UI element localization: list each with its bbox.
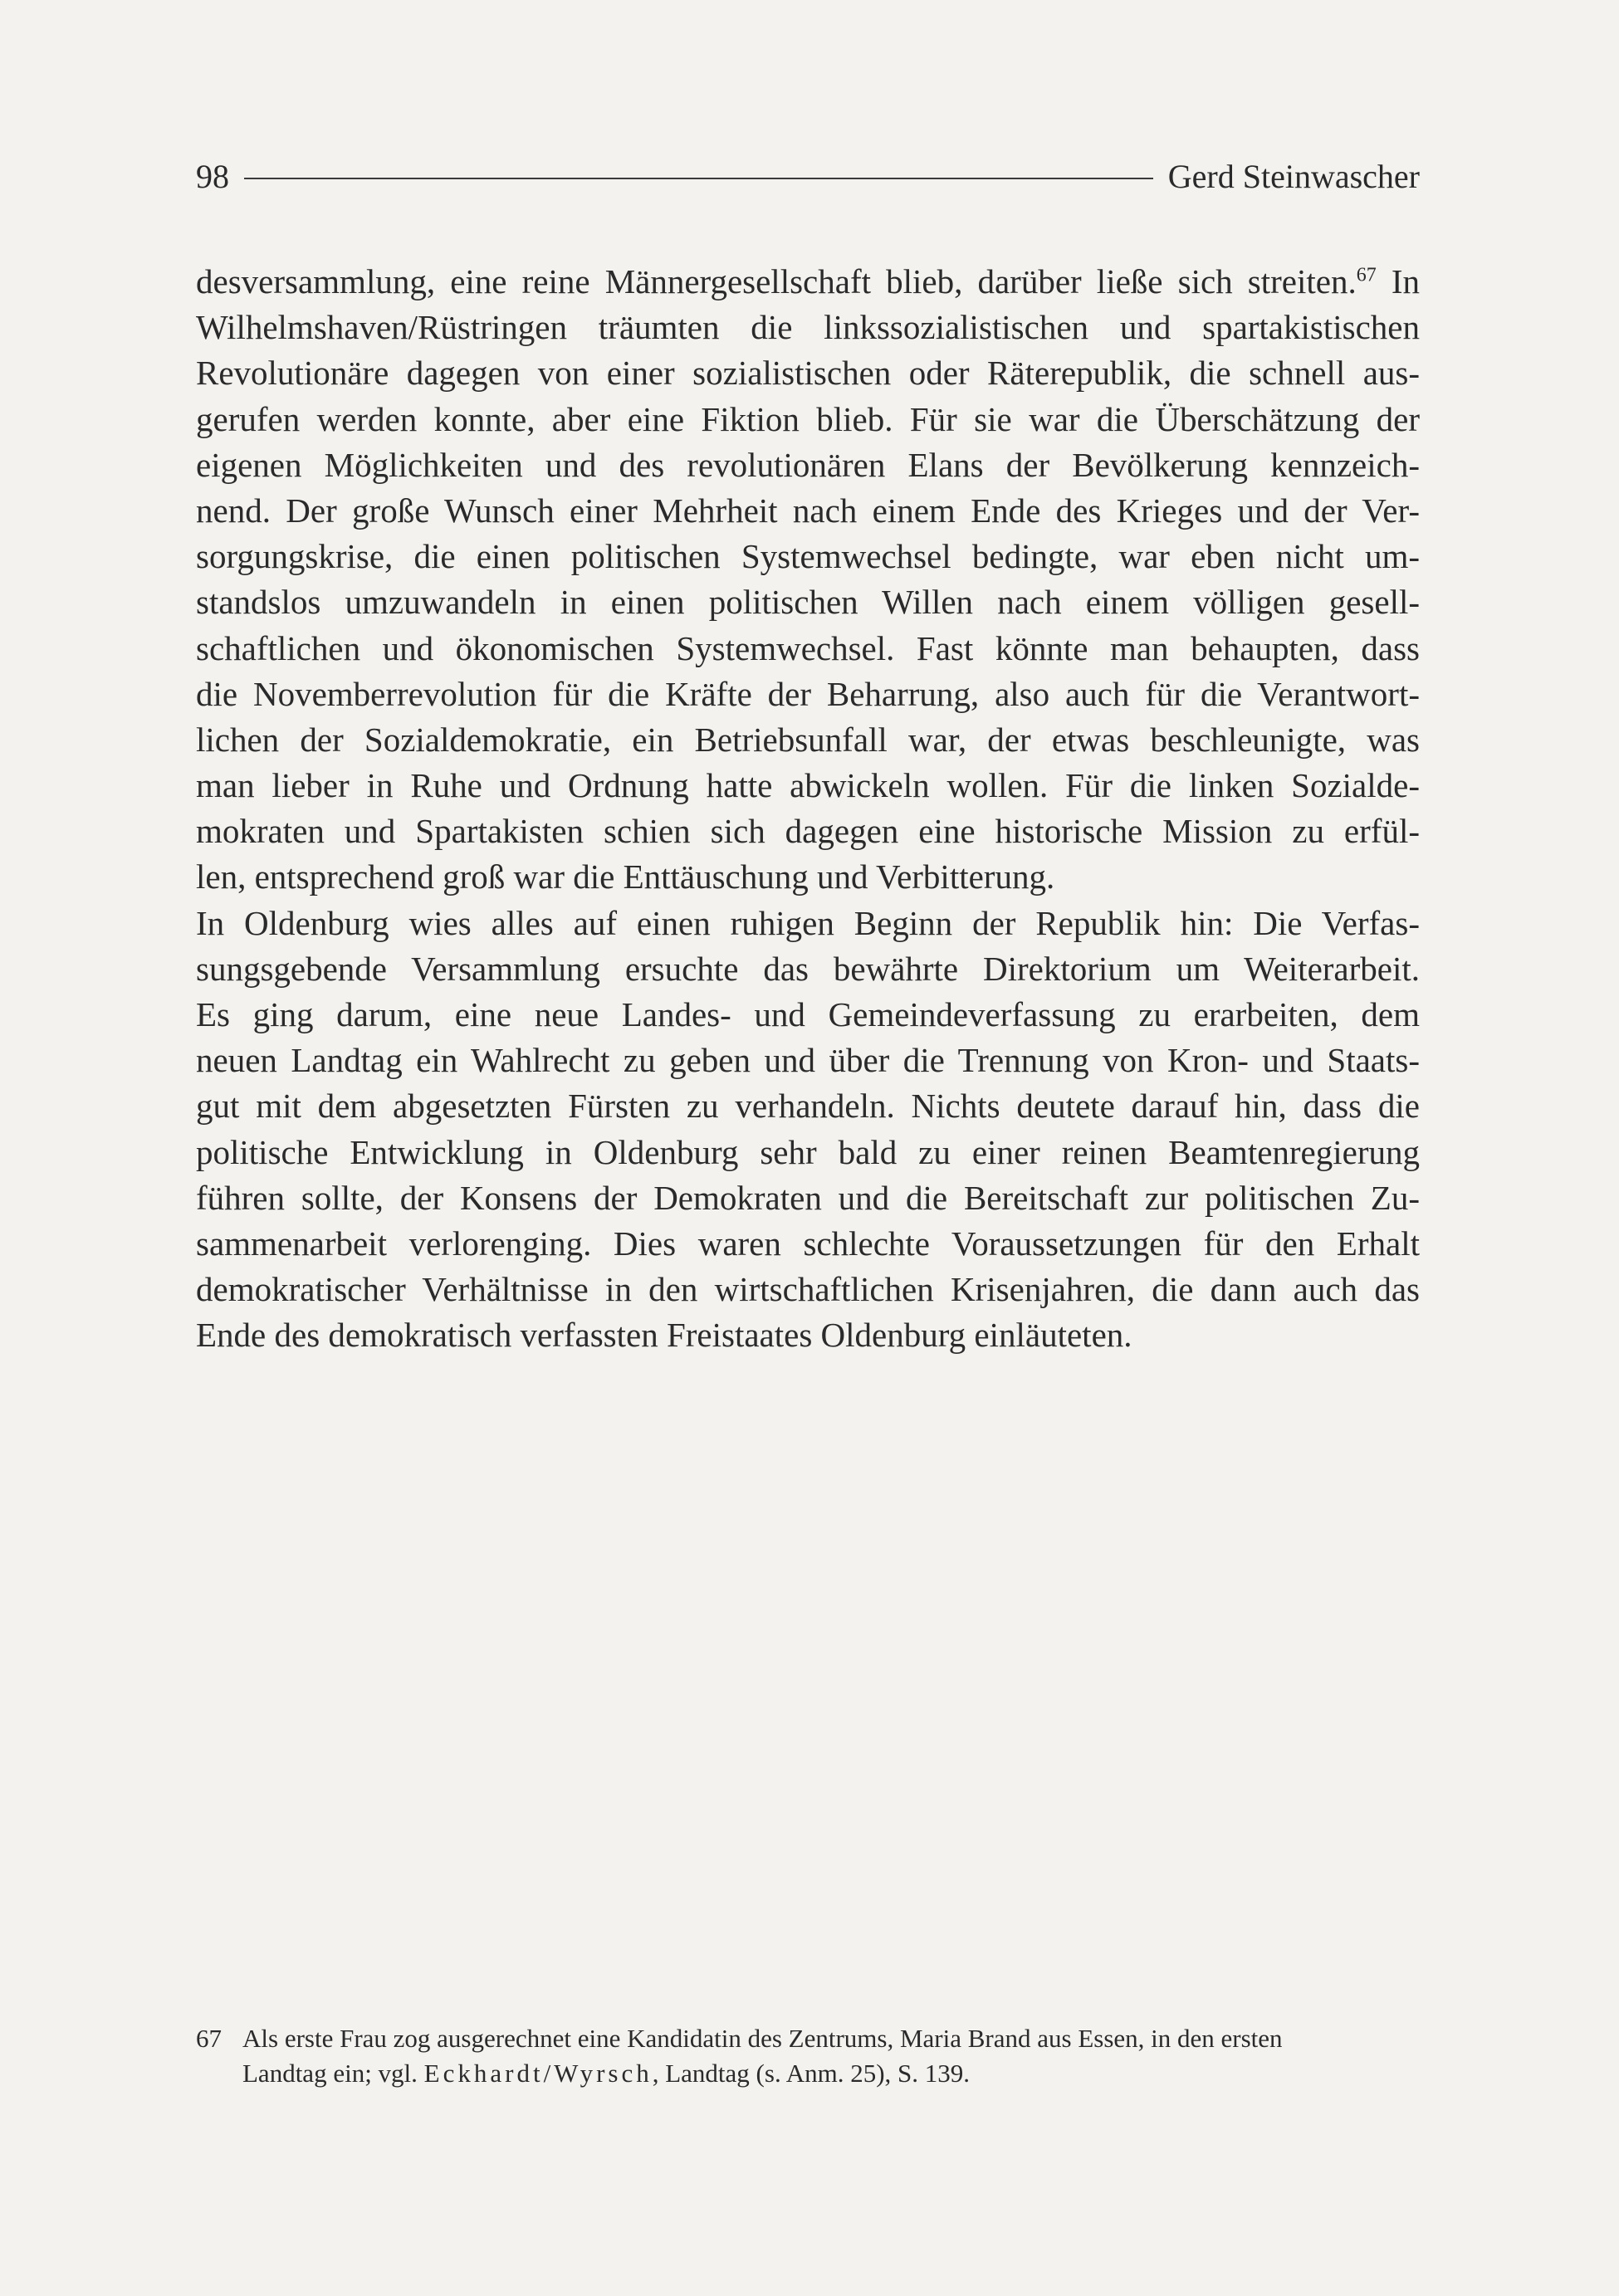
- text-line: Wilhelmshaven/Rüstringen träumten die linkssozialistischen und spartakistischen: [196, 308, 1420, 347]
- text-line: gerufen werden konnte, aber eine Fiktion blieb. Für sie war die Überschätzung der: [196, 399, 1420, 438]
- footnote-text: [242, 2021, 1420, 2091]
- text-line: sungsgebende Versammlung ersuchte das bewährte Direktorium um Weiterarbeit.: [196, 949, 1420, 988]
- footnote-line: Als erste Frau zog ausgerechnet eine Kandidatin des Zentrums, Maria Brand aus Essen, in den ersten: [242, 2024, 1283, 2053]
- running-head-author: Gerd Steinwascher: [1167, 157, 1420, 195]
- text-line: lichen der Sozialdemokratie, ein Betriebsunfall war, der etwas beschleunigte, was: [196, 720, 1420, 759]
- text-line: sorgungskrise, die einen politischen Systemwechsel bedingte, war eben nicht um-: [196, 537, 1420, 576]
- text-line: neuen Landtag ein Wahlrecht zu geben und über die Trennung von Kron- und Staats-: [196, 1041, 1420, 1080]
- page-number: 98: [196, 157, 229, 195]
- text-line: In Oldenburg wies alles auf einen ruhigen Beginn der Republik hin: Die Verfas-: [196, 903, 1420, 942]
- text-line: Revolutionäre dagegen von einer sozialistischen oder Räterepublik, die schnell aus-: [196, 354, 1420, 393]
- text-line: Ende des demokratisch verfassten Freistaates Oldenburg einläuteten.: [196, 1316, 1132, 1355]
- text-line: die Novemberrevolution für die Kräfte der Beharrung, also auch für die Verantwort-: [196, 674, 1420, 713]
- page-header: [196, 151, 1420, 201]
- footnote: [196, 2021, 1420, 2091]
- text-line: eigenen Möglichkeiten und des revolutionären Elans der Bevölkerung kennzeich-: [196, 445, 1420, 484]
- text-line: nend. Der große Wunsch einer Mehrheit nach einem Ende des Krieges und der Ver-: [196, 491, 1420, 530]
- text-line: standslos umzuwandeln in einen politischen Willen nach einem völligen gesell-: [196, 583, 1420, 622]
- body-text: [196, 259, 1420, 1359]
- text-line: sammenarbeit verlorenging. Dies waren schlechte Voraussetzungen für den Erhalt: [196, 1224, 1420, 1263]
- text-line: man lieber in Ruhe und Ordnung hatte abwickeln wollen. Für die linken Sozialde-: [196, 766, 1420, 805]
- cited-authors: Eckhardt/Wyrsch: [423, 2059, 653, 2088]
- text-line: Es ging darum, eine neue Landes- und Gemeindeverfassung zu erarbeiten, dem: [196, 995, 1420, 1033]
- footnote-line: Landtag ein; vgl. Eckhardt/Wyrsch, Landtag (s. Anm. 25), S. 139.: [242, 2059, 971, 2088]
- text-line: gut mit dem abgesetzten Fürsten zu verhandeln. Nichts deutete darauf hin, dass die: [196, 1087, 1420, 1126]
- footnote-number: 67: [196, 2024, 222, 2053]
- footnote-reference[interactable]: 67: [1356, 264, 1377, 286]
- text-line: demokratischer Verhältnisse in den wirtschaftlichen Krisenjahren, die dann auch das: [196, 1270, 1420, 1309]
- footnote-row: [196, 2021, 1420, 2091]
- text-line: politische Entwicklung in Oldenburg sehr bald zu einer reinen Beamtenregierung: [196, 1132, 1420, 1171]
- text-line: führen sollte, der Konsens der Demokraten und die Bereitschaft zur politischen Zu-: [196, 1178, 1420, 1217]
- text-line: len, entsprechend groß war die Enttäuschung und Verbitterung.: [196, 857, 1055, 896]
- header-rule: [244, 178, 1153, 179]
- text-line: schaftlichen und ökonomischen Systemwechsel. Fast könnte man behaupten, dass: [196, 628, 1420, 667]
- text-line: desversammlung, eine reine Männergesellschaft blieb, darüber ließe sich streiten.$^{67}$ In: [196, 262, 1421, 300]
- text-line: mokraten und Spartakisten schien sich dagegen eine historische Mission zu erfül-: [196, 812, 1420, 851]
